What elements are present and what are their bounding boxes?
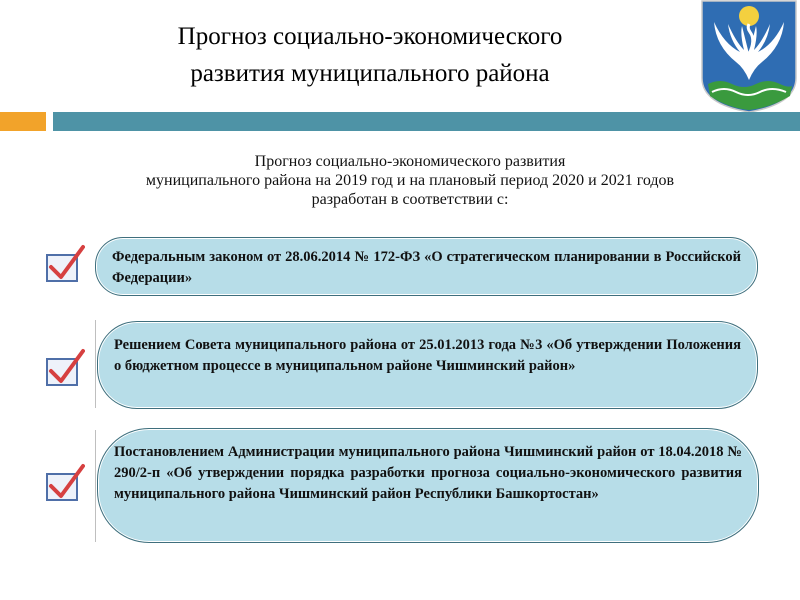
card-text: Федеральным законом от 28.06.2014 № 172-ФЗ «О стратегическом планировании в Российской Федерации» — [112, 249, 741, 286]
header-accent-orange — [0, 112, 46, 131]
intro-paragraph — [60, 152, 760, 209]
legal-basis-card — [97, 428, 759, 543]
checkbox-checked-icon — [43, 243, 85, 285]
coat-of-arms-emblem — [700, 0, 798, 113]
intro-line-1: Прогноз социально-экономического развития — [254, 153, 566, 170]
checkbox-checked-icon — [43, 347, 85, 389]
title-line-2: развития муниципального района — [190, 60, 550, 87]
checkbox-checked-icon — [43, 462, 85, 504]
legal-basis-card — [95, 237, 758, 296]
slide-title — [70, 18, 670, 92]
divider — [95, 320, 96, 408]
card-text: Решением Совета муниципального района от 25.01.2013 года №3 «Об утверждении Положения о бюджетном процессе в муниципальном районе Чишминский район» — [114, 337, 741, 374]
intro-line-3: разработан в соответствии с: — [311, 191, 509, 208]
header-accent-teal — [53, 112, 800, 131]
intro-line-2: муниципального района на 2019 год и на плановый период 2020 и 2021 годов — [145, 172, 675, 189]
card-text: Постановлением Администрации муниципального района Чишминский район от 18.04.2018 № 290/2-п «Об утверждении порядка разработки прогноза социально-экономического развития муниципального района Чишминский район Республики Башкортостан» — [114, 444, 742, 502]
legal-basis-card — [97, 321, 758, 409]
divider — [95, 430, 96, 542]
title-line-1: Прогноз социально-экономического — [177, 23, 563, 50]
